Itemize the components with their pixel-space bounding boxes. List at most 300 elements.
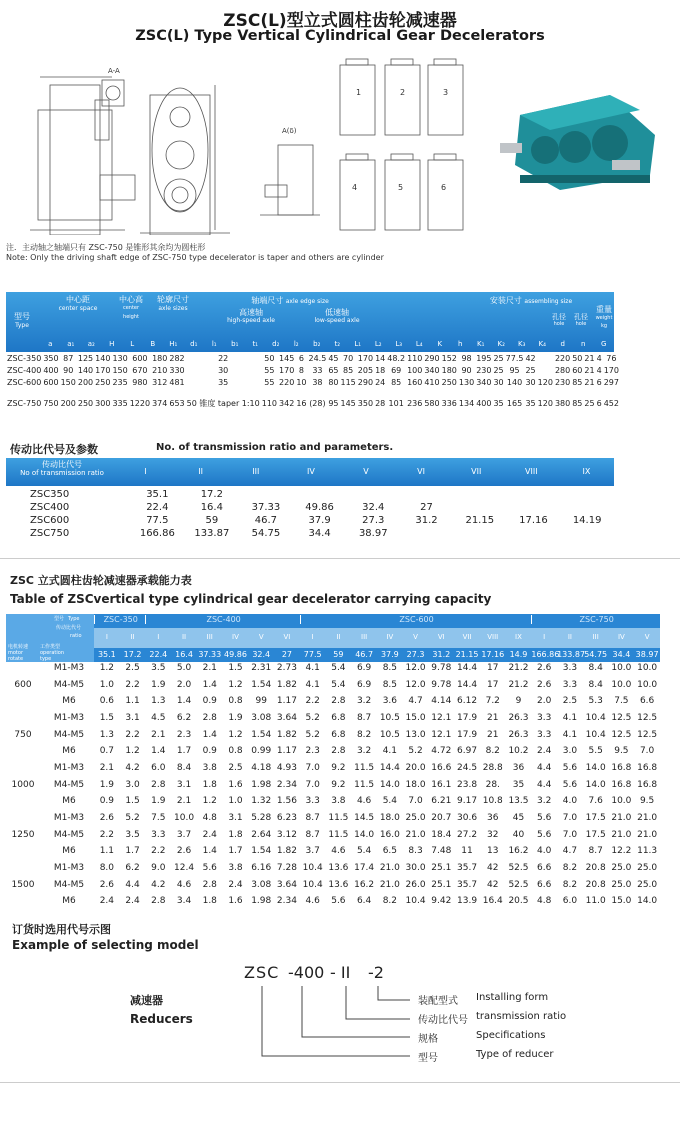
capacity-value: 21.0 — [611, 829, 632, 840]
ratio-value — [560, 488, 614, 501]
dimension-cell: 77.5 — [505, 353, 524, 363]
dimension-cell: 150 — [112, 365, 128, 375]
dimension-cell: 55 — [264, 377, 275, 387]
capacity-value: 10.4 — [302, 863, 323, 873]
capacity-model-label: ZSC-350 — [94, 615, 146, 624]
capacity-value: 1.82 — [276, 729, 297, 740]
capacity-value: 2.1 — [151, 729, 166, 740]
head-low-cn: 低速轴 — [325, 308, 349, 317]
dimension-cell: 400 — [43, 365, 59, 375]
legend-en: Specifications — [476, 1030, 546, 1041]
dimension-table — [6, 352, 620, 418]
capacity-value: 3.1 — [176, 779, 192, 790]
capacity-value: 16.6 — [431, 763, 452, 773]
dimension-cell: 580 — [424, 398, 440, 408]
capacity-op-type: M1-M3 — [53, 763, 85, 773]
capacity-value: 16.2 — [354, 879, 375, 890]
capacity-value: 17.5 — [585, 829, 606, 840]
dimension-cell: 350 — [43, 353, 59, 363]
capacity-op-type: M6 — [62, 896, 76, 907]
capacity-value: 7.0 — [305, 779, 320, 790]
dimension-cell: 297 — [603, 377, 619, 387]
capacity-value: 8.5 — [382, 663, 398, 673]
head-outline-cn: 轮廓尺寸 — [157, 295, 189, 304]
head-hole-n-en: hole — [575, 321, 587, 327]
head-model-en: Type — [15, 322, 29, 329]
capacity-value: 11.3 — [637, 846, 658, 857]
capacity-value: 2.1 — [99, 763, 115, 773]
dimension-cell: 230 — [554, 377, 571, 387]
capacity-title-en: Table of ZSCvertical type cylindrical gear decelerator carrying capacity — [10, 592, 492, 606]
capacity-value: 5.6 — [562, 779, 578, 790]
capacity-ratio-value: 17.2 — [123, 650, 142, 659]
capacity-value: 2.8 — [202, 713, 217, 723]
capacity-value: 6.5 — [382, 846, 398, 857]
capacity-value: 5.6 — [537, 829, 552, 840]
capacity-value: 1.0 — [99, 679, 115, 690]
capacity-value: 8.7 — [588, 846, 603, 857]
capacity-value: 2.4 — [537, 746, 552, 757]
dimension-table-header — [6, 292, 614, 352]
capacity-value: 6.9 — [356, 663, 372, 673]
dimension-cell: 160 — [407, 377, 423, 387]
capacity-value: 6.0 — [151, 763, 166, 773]
capacity-value: 3.3 — [151, 829, 166, 840]
ratio-value — [293, 488, 347, 501]
capacity-model-label: ZSC-750 — [531, 615, 661, 624]
capacity-ratio-value: 21.15 — [455, 650, 479, 659]
capacity-value: 0.8 — [228, 696, 243, 707]
capacity-value: 1.6 — [228, 779, 243, 790]
capacity-value: 6.9 — [356, 679, 372, 690]
capacity-value: 12.5 — [611, 729, 632, 740]
dimension-cell: 342 — [279, 398, 295, 408]
dim-col-symbol: d — [560, 340, 565, 348]
corner-type-cn: 型号 — [54, 616, 65, 622]
dimension-cell: 21 — [584, 377, 595, 387]
capacity-value: 1.2 — [228, 679, 243, 690]
dimension-cell: 750 — [43, 398, 59, 408]
dimension-cell: 170 — [95, 365, 111, 375]
dimension-cell — [537, 364, 554, 376]
dim-col-symbol: d₁ — [190, 340, 198, 348]
dimension-cell: 87 — [63, 353, 74, 363]
capacity-value: 1.5 — [125, 796, 140, 807]
capacity-roman-label: VIII — [487, 633, 499, 641]
capacity-value: 4.8 — [537, 896, 552, 907]
capacity-op-type: M6 — [62, 696, 76, 707]
ratio-row — [6, 501, 614, 514]
capacity-value: 8.7 — [305, 829, 320, 840]
dimension-row — [6, 352, 620, 364]
head-high-en: high-speed axle — [227, 317, 275, 324]
capacity-value: 12.5 — [611, 713, 632, 723]
capacity-value: 2.8 — [202, 879, 217, 890]
dimension-cell — [537, 352, 554, 364]
capacity-value: 4.1 — [305, 663, 320, 673]
legend-cn: 规格 — [418, 1034, 438, 1045]
capacity-value: 4.4 — [537, 779, 552, 790]
ratio-value: 31.2 — [415, 515, 438, 526]
dim-col-symbol: L — [130, 340, 135, 348]
dimension-row — [6, 388, 620, 418]
capacity-value: 3.3 — [562, 679, 578, 690]
dimension-cell: 48.2 — [387, 353, 406, 363]
capacity-value: 2.5 — [125, 663, 140, 673]
dim-col-symbol: a₂ — [87, 340, 95, 348]
capacity-value: 4.2 — [151, 879, 166, 890]
capacity-value: 6.0 — [562, 896, 578, 907]
capacity-value: 7.2 — [485, 696, 500, 707]
dimension-cell: 1220 — [129, 398, 151, 408]
head-center-en: center space — [58, 305, 98, 312]
capacity-value: 14.5 — [354, 813, 375, 823]
capacity-value: 8.7 — [305, 813, 320, 823]
capacity-value: 6.2 — [125, 863, 140, 873]
capacity-value: 8.4 — [176, 763, 192, 773]
capacity-value: 21.0 — [637, 813, 658, 823]
capacity-value: 2.5 — [562, 696, 578, 707]
capacity-ratio-value: 14.9 — [509, 650, 528, 659]
capacity-ratio-value: 17.16 — [481, 650, 505, 659]
capacity-value: 7.48 — [431, 846, 452, 857]
capacity-roman-label: VI — [437, 633, 445, 641]
capacity-value: 1.54 — [251, 679, 272, 690]
ratio-value — [507, 527, 561, 540]
capacity-roman-label: II — [336, 633, 341, 641]
capacity-value: 4.4 — [537, 763, 552, 773]
capacity-value: 9.78 — [431, 663, 452, 673]
dimension-cell: 25 — [493, 365, 504, 375]
capacity-value: 2.6 — [537, 679, 552, 690]
capacity-op-type: M4-M5 — [53, 679, 85, 690]
capacity-value: 8.2 — [485, 746, 500, 757]
capacity-ratio-value: 31.2 — [432, 650, 451, 659]
capacity-value: 25.0 — [611, 879, 632, 890]
capacity-value: 5.2 — [408, 746, 423, 757]
capacity-roman-label: V — [644, 633, 650, 641]
dimension-cell: 600 — [132, 353, 148, 363]
dimension-cell: 6 — [596, 377, 602, 387]
capacity-value: 35 — [512, 779, 525, 790]
form-label-2: 2 — [400, 88, 406, 97]
capacity-value: 42 — [487, 879, 499, 890]
ratio-value: 37.33 — [251, 502, 281, 513]
dimension-cell: 340 — [476, 377, 492, 387]
dimension-cell: 18 — [375, 365, 386, 375]
dimension-cell: 76 — [606, 353, 617, 363]
dimension-cell: 235 — [112, 377, 128, 387]
capacity-value: 1.17 — [276, 696, 297, 707]
corner-ratio-en: ratio — [70, 633, 82, 639]
dimension-cell: 140 — [506, 377, 523, 387]
capacity-value: 25.1 — [431, 863, 452, 873]
dimension-cell: 250 — [95, 377, 111, 387]
capacity-value: 1.4 — [151, 746, 166, 757]
capacity-value: 3.6 — [382, 696, 398, 707]
ratio-head-en: No of transmission ratio — [20, 469, 104, 477]
capacity-value: 1.5 — [99, 713, 115, 723]
ratio-value: 32.4 — [362, 502, 385, 513]
ratio-row — [6, 488, 614, 501]
ratio-value — [346, 488, 400, 501]
ratio-value: 133.87 — [194, 528, 230, 539]
capacity-roman-label: V — [258, 633, 264, 641]
dimension-cell: 170 — [279, 365, 295, 375]
capacity-value: 2.0 — [176, 679, 192, 690]
corner-type-en: Type — [68, 616, 80, 622]
capacity-value: 5.4 — [356, 846, 372, 857]
capacity-speed: 1250 — [11, 829, 35, 840]
capacity-table — [6, 663, 660, 913]
ratio-value — [400, 488, 453, 501]
ratio-value — [560, 501, 614, 514]
capacity-value: 4.93 — [276, 763, 297, 773]
capacity-value: 0.9 — [202, 696, 217, 707]
ratio-value: 14.19 — [572, 515, 602, 526]
capacity-value: 4.1 — [305, 679, 320, 690]
dimension-cell: 130 — [458, 377, 475, 387]
dimension-cell: 90 — [63, 365, 74, 375]
capacity-value: 0.99 — [251, 746, 272, 757]
capacity-value: 1.32 — [251, 796, 272, 807]
capacity-value: 26.0 — [405, 879, 426, 890]
capacity-value: 1.98 — [251, 779, 272, 790]
capacity-value: 5.28 — [251, 813, 272, 823]
capacity-value: 2.3 — [305, 746, 320, 757]
dimension-cell: 410 — [424, 377, 440, 387]
capacity-op-type: M1-M3 — [53, 713, 85, 723]
capacity-value: 7.6 — [588, 796, 603, 807]
dimension-cell: 25 — [525, 365, 536, 375]
form-label-6: 6 — [441, 183, 447, 192]
reducer-cn: 减速器 — [130, 994, 163, 1007]
dimension-cell: 95 — [328, 398, 339, 408]
capacity-value: 3.3 — [537, 729, 552, 740]
capacity-value: 3.0 — [562, 746, 578, 757]
capacity-value: 17 — [487, 663, 499, 673]
dim-col-symbol: a — [48, 340, 53, 348]
capacity-value: 25.1 — [431, 879, 452, 890]
capacity-value: 2.34 — [276, 779, 297, 790]
capacity-value: 7.0 — [305, 763, 320, 773]
capacity-value: 2.2 — [125, 729, 140, 740]
capacity-value: 5.3 — [588, 696, 603, 707]
capacity-ratio-value: 37.33 — [198, 650, 222, 659]
capacity-value: 6.6 — [537, 863, 552, 873]
capacity-value: 21.0 — [637, 829, 658, 840]
capacity-value: 3.2 — [537, 796, 552, 807]
dimension-cell: 85 — [391, 377, 402, 387]
dim-col-symbol: a₁ — [67, 340, 75, 348]
legend-en: transmission ratio — [476, 1011, 567, 1022]
dimension-cell: 670 — [132, 365, 148, 375]
capacity-value: 1.6 — [228, 896, 243, 907]
capacity-op-type: M4-M5 — [53, 729, 85, 740]
capacity-value: 1.2 — [99, 663, 115, 673]
capacity-value: 25.0 — [637, 879, 658, 890]
dimension-cell: 120 — [537, 377, 553, 387]
capacity-roman-label: IV — [386, 633, 394, 641]
dimension-cell: 170 — [603, 365, 619, 375]
capacity-value: 16.8 — [637, 779, 658, 790]
form-label-1: 1 — [356, 88, 362, 97]
legend-en: Type of reducer — [476, 1049, 554, 1060]
dimension-cell: 282 — [169, 353, 185, 363]
capacity-roman-label: V — [413, 633, 418, 641]
capacity-value: 11 — [461, 846, 473, 857]
capacity-value: 21.0 — [611, 813, 632, 823]
capacity-value: 14.0 — [379, 779, 400, 790]
capacity-value: 6.6 — [537, 879, 552, 890]
capacity-value: 1.7 — [228, 846, 243, 857]
capacity-value: 2.2 — [151, 846, 166, 857]
capacity-value: 32 — [487, 829, 499, 840]
capacity-ratio-value: 49.86 — [224, 650, 247, 659]
capacity-value: 6.97 — [457, 746, 478, 757]
capacity-value: 6.16 — [251, 863, 272, 873]
dim-col-symbol: G — [601, 340, 607, 348]
capacity-value: 1.1 — [99, 846, 115, 857]
dimension-cell: 452 — [603, 398, 619, 408]
capacity-value: 15.0 — [405, 713, 426, 723]
dimension-cell: 180 — [441, 365, 457, 375]
capacity-value: 14.4 — [457, 679, 478, 690]
ratio-value: 21.15 — [465, 515, 495, 526]
head-hole-n-cn: 孔径 — [574, 313, 588, 321]
capacity-value: 28.8 — [482, 763, 503, 773]
dimension-cell: 210 — [152, 365, 168, 375]
dimension-cell: 69 — [391, 365, 402, 375]
capacity-value: 2.6 — [99, 813, 115, 823]
capacity-value: 2.2 — [99, 829, 115, 840]
dimension-model: ZSC-350 — [7, 353, 42, 363]
capacity-value: 17.4 — [354, 863, 375, 873]
capacity-value: 10.0 — [611, 796, 632, 807]
capacity-value: 11.5 — [354, 779, 375, 790]
dim-col-symbol: n — [581, 340, 586, 348]
capacity-value: 3.1 — [228, 813, 243, 823]
dimension-cell: 653 — [169, 398, 185, 408]
capacity-value: 3.8 — [228, 863, 243, 873]
head-hole-d-en: hole — [553, 321, 565, 327]
capacity-value: 1.54 — [251, 729, 272, 740]
capacity-value: 5.0 — [176, 663, 192, 673]
capacity-speed: 750 — [14, 729, 32, 740]
capacity-value: 12.5 — [637, 713, 658, 723]
capacity-value: 14.0 — [585, 779, 606, 790]
dimension-model: ZSC-750 — [7, 398, 42, 408]
dimension-cell: 130 — [112, 353, 128, 363]
corner-operation: 工作类型 operation type — [40, 644, 65, 662]
capacity-value: 3.2 — [356, 746, 372, 757]
capacity-value: 40 — [512, 829, 525, 840]
legend-cn: 型号 — [418, 1053, 438, 1064]
capacity-value: 12.2 — [611, 846, 632, 857]
capacity-value: 1.4 — [202, 679, 217, 690]
capacity-value: 9.2 — [331, 779, 346, 790]
capacity-value: 21 — [487, 729, 499, 740]
dimension-cell: 21 — [584, 365, 595, 375]
capacity-op-type: M4-M5 — [53, 829, 85, 840]
dimension-cell: 55 — [264, 365, 275, 375]
capacity-value: 8.0 — [99, 863, 115, 873]
dimension-cell: 335 — [112, 398, 128, 408]
capacity-value: 16.8 — [611, 763, 632, 773]
capacity-value: 10.0 — [174, 813, 195, 823]
capacity-roman-label: VII — [462, 633, 472, 641]
capacity-value: 8.3 — [408, 846, 423, 857]
capacity-value: 3.0 — [125, 779, 140, 790]
dimension-cell: 25 — [584, 398, 595, 408]
capacity-value: 4.4 — [125, 879, 140, 890]
divider — [0, 558, 680, 559]
capacity-value: 35.7 — [457, 879, 478, 890]
capacity-op-type: M1-M3 — [53, 813, 85, 823]
dimension-cell: 90 — [461, 365, 472, 375]
dimension-cell: 95 — [509, 365, 520, 375]
dim-col-symbol: L₂ — [374, 340, 382, 348]
capacity-value: 5.5 — [588, 746, 603, 757]
capacity-value: 16.8 — [637, 763, 658, 773]
dimension-model: ZSC-400 — [7, 365, 42, 375]
dimension-cell: 21 — [584, 353, 595, 363]
dimension-cell: 6 — [596, 398, 602, 408]
capacity-roman-label: VI — [283, 633, 291, 641]
capacity-roman-label: I — [157, 633, 160, 641]
dim-col-symbol: b₂ — [313, 340, 321, 348]
capacity-value: 1.56 — [276, 796, 297, 807]
capacity-value: 10.0 — [611, 663, 632, 673]
capacity-value: 1.4 — [176, 696, 192, 707]
capacity-value: 12.0 — [405, 663, 426, 673]
dimension-cell: 380 — [554, 398, 571, 408]
capacity-value: 4.7 — [408, 696, 423, 707]
capacity-value: 26.3 — [508, 729, 529, 740]
capacity-value: 16.1 — [431, 779, 452, 790]
dimension-model: ZSC-600 — [7, 377, 42, 387]
capacity-value: 11.5 — [328, 829, 349, 840]
dimension-cell: 145 — [279, 353, 295, 363]
capacity-value: 3.08 — [251, 879, 272, 890]
ratio-column-labels — [118, 467, 614, 479]
capacity-op-type: M6 — [62, 796, 76, 807]
capacity-value: 3.12 — [276, 829, 297, 840]
capacity-value: 1.7 — [176, 746, 192, 757]
capacity-ratio-value: 54.75 — [584, 650, 608, 659]
dimension-cell: 290 — [357, 377, 374, 387]
dim-col-symbol: H — [109, 340, 115, 348]
ratio-value — [453, 488, 507, 501]
dim-col-symbol: l₁ — [211, 340, 217, 348]
ratio-model: ZSC750 — [30, 528, 70, 539]
capacity-value: 9.17 — [457, 796, 478, 807]
capacity-value: 2.1 — [176, 796, 192, 807]
capacity-value: 45 — [512, 813, 525, 823]
capacity-value: 1.3 — [99, 729, 115, 740]
capacity-value: 10.5 — [379, 713, 400, 723]
capacity-ratio-row — [94, 648, 660, 662]
capacity-value: 1.2 — [228, 729, 243, 740]
capacity-roman-row — [94, 628, 660, 648]
capacity-value: 6.4 — [356, 896, 372, 907]
capacity-value: 2.6 — [537, 663, 552, 673]
capacity-value: 2.31 — [251, 663, 272, 673]
capacity-value: 25.0 — [611, 863, 632, 873]
dimension-cell: 481 — [169, 377, 185, 387]
capacity-value: 6.12 — [457, 696, 478, 707]
capacity-ratio-value: 27.3 — [406, 650, 425, 659]
